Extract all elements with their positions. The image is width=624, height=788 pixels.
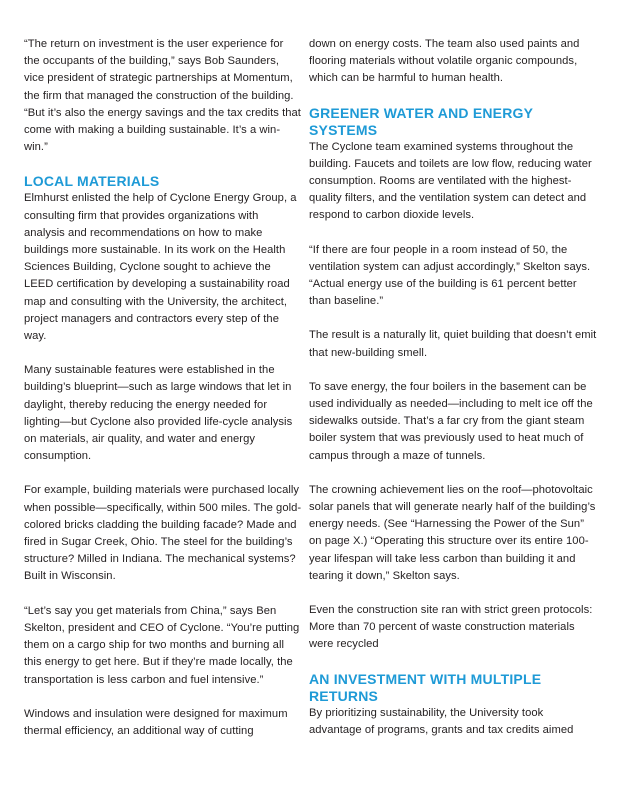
paragraph-blueprint-features: Many sustainable features were established in the building’s blueprint—such as large windows that let in daylight, thereby reducing the energy needed for lighting—but Cyclone also provided life-cycle analysis on materials, air quality, and water and energy consumption.: [24, 364, 293, 463]
paragraph-skelton-china-quote: “Let’s say you get materials from China,” says Ben Skelton, president and CEO of Cyclone. “You’re putting them on a cargo ship for two months and burning all this energy to get here. But if they’re made locally, the transportation is less carbon and fuel intensive.”: [24, 604, 300, 686]
paragraph-solar-roof: The crowning achievement lies on the roof—photovoltaic solar panels that will generate nearly half of the building’s energy needs. (See “Harnessing the Power of the Sun” on page X.) “Operating this structure over its entire 100-year lifespan will take less carbon than building it and tearing it down,” Skelton says.: [309, 483, 596, 582]
heading-greener-water-energy: GREENER WATER AND ENERGY SYSTEMS: [309, 104, 533, 138]
paragraph-construction-recycling: Even the construction site ran with strict green protocols: More than 70 percent of waste construction materials were recycled: [309, 604, 593, 651]
paragraph-naturally-lit: The result is a naturally lit, quiet building that doesn’t emit that new-building smell.: [309, 329, 597, 359]
paragraph-prioritizing-sustainability: By prioritizing sustainability, the University took advantage of programs, grants and tax credits aimed: [309, 706, 574, 736]
paragraph-cyclone-systems: The Cyclone team examined systems throughout the building. Faucets and toilets are low flow, reducing water consumption. Rooms are ventilated with the highest-quality filters, and the ventilation system can detect and respond to carbon dioxide levels.: [309, 140, 592, 222]
paragraph-local-materials: For example, building materials were purchased locally when possible—specifically, within 500 miles. The gold-colored bricks cladding the building facade? Made and fired in Sugar Creek, Ohio. The steel for the building’s structure? Milled in Indiana. The mechanical systems? Built in Wisconsin.: [24, 484, 302, 583]
heading-local-materials: LOCAL MATERIALS: [24, 173, 160, 190]
paragraph-windows-insulation: Windows and insulation were designed for maximum thermal efficiency, an additional way of cutting: [24, 707, 288, 737]
paragraph-saunders-quote: “The return on investment is the user experience for the occupants of the building,” says Bob Saunders, vice president of strategic partnerships at Momentum, the firm that managed the construction of the building. “But it’s also the energy savings and the tax credits that come with making a building sustainable. It’s a win-win.”: [24, 38, 301, 154]
paragraph-paints-flooring: down on energy costs. The team also used paints and flooring materials without volatile organic compounds, which can be harmful to human health.: [309, 38, 580, 85]
paragraph-boilers: To save energy, the four boilers in the basement can be used individually as needed—including to melt ice off the sidewalks outside. That’s a far cry from the giant steam boiler system that was previously used to heat much of campus through a maze of tunnels.: [309, 380, 593, 462]
left-column: [24, 36, 302, 757]
paragraph-cyclone-intro: Elmhurst enlisted the help of Cyclone Energy Group, a consulting firm that provides organizations with analysis and recommendations on how to make buildings more sustainable. In its work on the Health Sciences Building, Cyclone sought to achieve the LEED certification by developing a sustainability road map and consulting with the University, the architect, project managers and contractors every step of the way.: [24, 192, 297, 343]
right-column: [309, 36, 599, 756]
paragraph-ventilation-quote: “If there are four people in a room instead of 50, the ventilation system can adjust accordingly,” Skelton says. “Actual energy use of the building is 61 percent better than baseline.”: [309, 243, 591, 308]
heading-investment-returns: AN INVESTMENT WITH MULTIPLE RETURNS: [309, 670, 542, 704]
